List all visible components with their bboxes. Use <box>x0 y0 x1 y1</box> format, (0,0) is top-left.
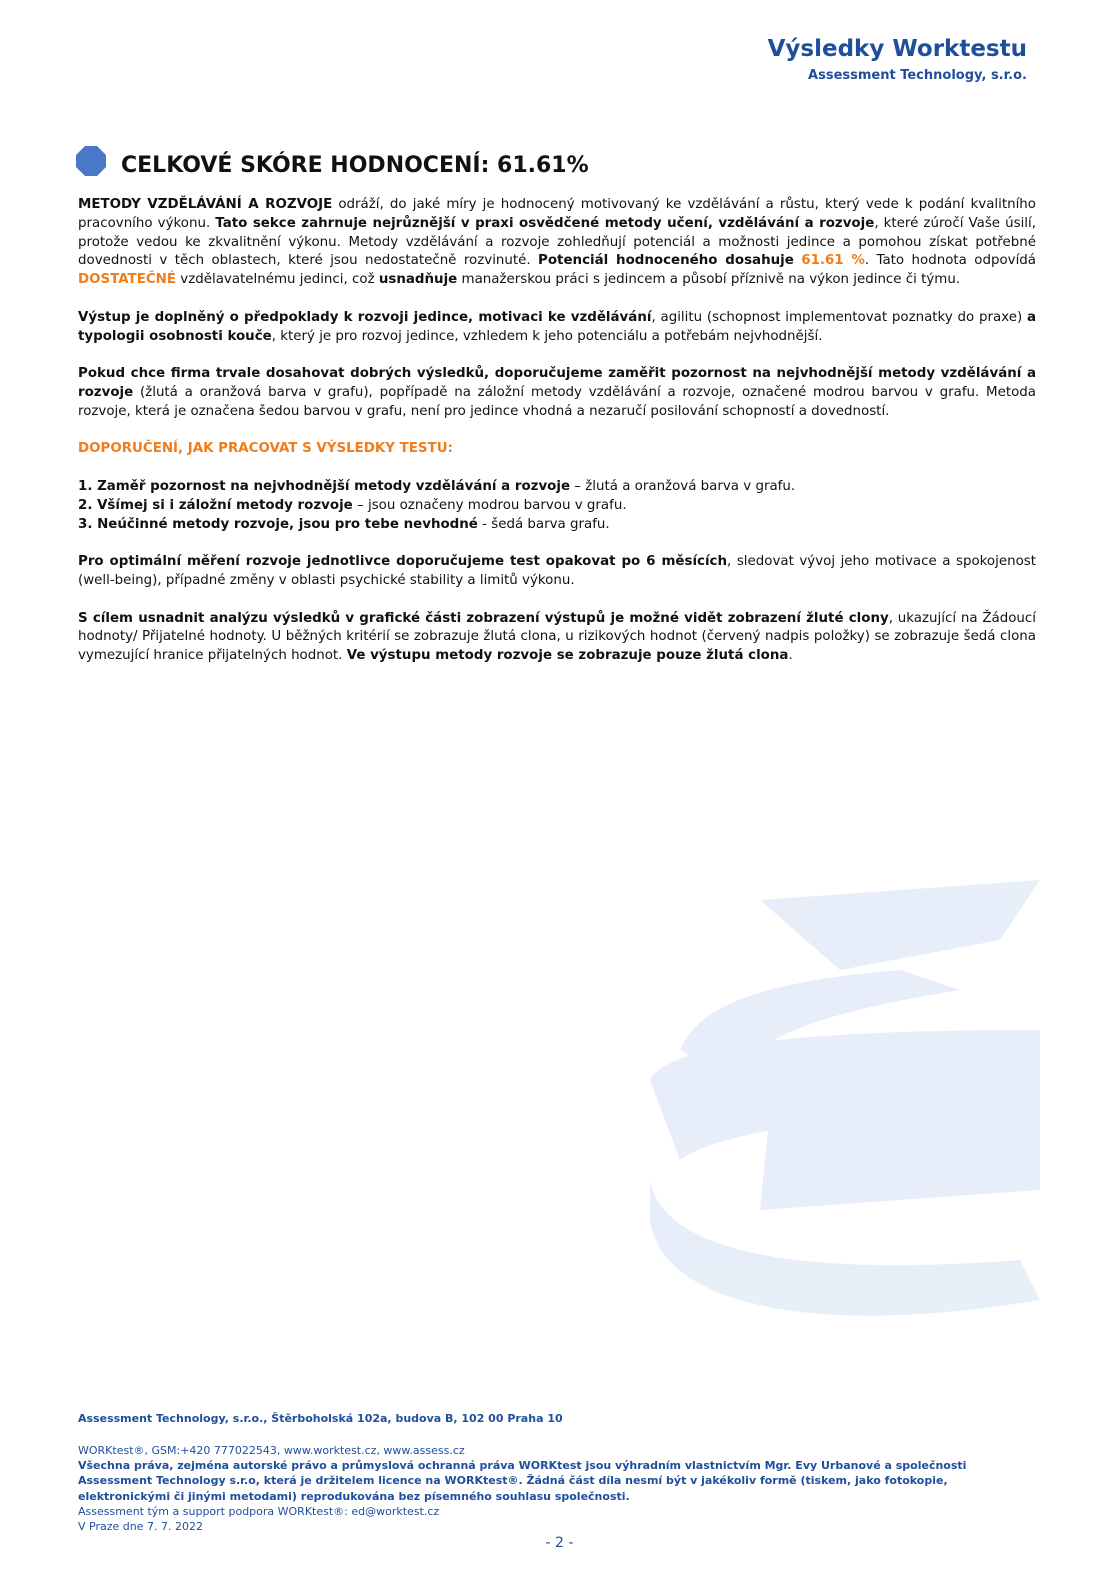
bold-text: Pro optimální měření rozvoje jednotlivce doporučujeme test opakovat po 6 měsících <box>78 554 728 570</box>
footer-address: Assessment Technology, s.r.o., Štěrboholská 102a, budova B, 102 00 Praha 10 <box>78 1412 563 1425</box>
retest-paragraph <box>78 553 1036 591</box>
footer-contact: WORKtest®, GSM:+420 777022543, www.worktest.cz, www.assess.cz <box>78 1444 465 1457</box>
intro-paragraph <box>78 196 1036 290</box>
text: manažerskou práci s jedincem a působí příznivě na výkon jedince či týmu. <box>457 272 961 288</box>
list-item <box>78 497 1036 516</box>
report-title: Výsledky Worktestu <box>767 36 1027 62</box>
yellow-shade-paragraph <box>78 610 1036 666</box>
text: , ukazující na Žádoucí hodnoty/ Přijatelné hodnoty. U běžných kritérií se zobrazuje žlutá clona, u rizikových hodnot (červený nadpis položky) se zobrazuje šedá clona vymezující hranice přijatelných hodnot. <box>78 610 1036 664</box>
output-paragraph <box>78 309 1036 347</box>
bold-text: Výstup je doplněný o předpoklady k rozvoji jedince, motivaci ke vzdělávání <box>78 309 652 325</box>
recommendations-list <box>78 478 1036 534</box>
blue-octagon-icon <box>76 146 106 176</box>
text: - šedá barva grafu. <box>477 516 610 532</box>
bold-text: Ve výstupu metody rozvoje se zobrazuje pouze žlutá clona <box>346 648 789 664</box>
bold-text: a typologii osobnosti kouče <box>78 309 1036 344</box>
text: (žlutá a oranžová barva v grafu), popřípadě na záložní metody vzdělávání a rozvoje, označené modrou barvou v grafu. Metoda rozvoje, která je označena šedou barvou v grafu, není pro jedince vhodná a nezaručí posilování schopností a dovedností. <box>78 384 1036 419</box>
bold-text: 2. Všímej si i záložní metody rozvoje <box>78 497 353 513</box>
potential-level: DOSTATEČNÉ <box>78 272 177 288</box>
footer-rights: Všechna práva, zejména autorské právo a průmyslová ochranná práva WORKtest jsou výhradním vlastnictvím Mgr. Evy Urbanové a společnosti Assessment Technology s.r.o, která je držitelem licence na WORKtest®. Žádná část díla nesmí být v jakékoliv formě (tiskem, jako fotokopie, elektronickými či jinými metodami) reprodukována bez písemného souhlasu společnosti. <box>78 1459 967 1503</box>
text: – jsou označeny modrou barvou v grafu. <box>352 497 627 513</box>
bold-text: 1. Zaměř pozornost na nejvhodnější metody vzdělávání a rozvoje <box>78 478 571 494</box>
section-name: METODY VZDĚLÁVÁNÍ A ROZVOJE <box>78 197 333 212</box>
text: – žlutá a oranžová barva v grafu. <box>570 478 796 494</box>
list-item <box>78 516 1036 535</box>
text: . <box>788 648 793 664</box>
total-score-title: CELKOVÉ SKÓRE HODNOCENÍ: 61.61% <box>121 153 589 178</box>
bold-text: Pokud chce firma trvale dosahovat dobrých výsledků, doporučujeme zaměřit pozornost na nejvhodnější metody vzdělávání a rozvoje <box>78 366 1036 400</box>
report-body <box>78 196 1036 685</box>
company-name: Assessment Technology, s.r.o. <box>808 68 1027 83</box>
text: , agilitu (schopnost implementovat poznatky do praxe) <box>651 309 1027 325</box>
text: . Tato hodnota odpovídá <box>864 253 1037 269</box>
footer-support: Assessment tým a support podpora WORKtest®: ed@worktest.cz <box>78 1504 440 1518</box>
footer-date: V Praze dne 7. 7. 2022 <box>78 1520 203 1534</box>
bold-text: Potenciál hodnoceného dosahuje <box>538 253 794 269</box>
text: vzdělavatelnému jedinci, což <box>176 272 379 288</box>
page-number: - 2 - <box>545 1535 574 1551</box>
text: , sledovat vývoj jeho motivace a spokojenost (well-being), případné změny v oblasti psychické stability a limitů výkonu. <box>78 554 1036 588</box>
watermark-logo-icon <box>640 880 1060 1350</box>
text: odráží, do jaké míry je hodnocený motivovaný ke vzdělávání a růstu, který vede k podání kvalitního pracovního výkonu. <box>78 197 1036 231</box>
text: , které zúročí Vaše úsilí, protože vedou ke zkvalitnění výkonu. Metody vzdělávání a rozvoje zohledňují potenciál a možnosti jedince a pomohou získat potřebné dovednosti v těch oblastech, které jsou nedostatečně rozvinuté. <box>78 215 1037 269</box>
bold-text: usnadňuje <box>378 272 458 288</box>
text: , který je pro rozvoj jedince, vzhledem k jeho potenciálu a potřebám nejvhodnější. <box>271 328 823 344</box>
company-paragraph <box>78 365 1036 421</box>
potential-value: 61.61 % <box>801 253 865 269</box>
bold-text: 3. Neúčinné metody rozvoje, jsou pro tebe nevhodné <box>78 516 478 532</box>
recommendations-heading: DOPORUČENÍ, JAK PRACOVAT S VÝSLEDKY TESTU: <box>78 441 453 457</box>
bold-text: Tato sekce zahrnuje nejrůznější v praxi osvědčené metody učení, vzdělávání a rozvoje <box>215 215 875 231</box>
bold-text: S cílem usnadnit analýzu výsledků v grafické části zobrazení výstupů je možné vidět zobrazení žluté clony <box>78 610 889 626</box>
list-item <box>78 478 1036 497</box>
footer <box>78 1443 1038 1534</box>
